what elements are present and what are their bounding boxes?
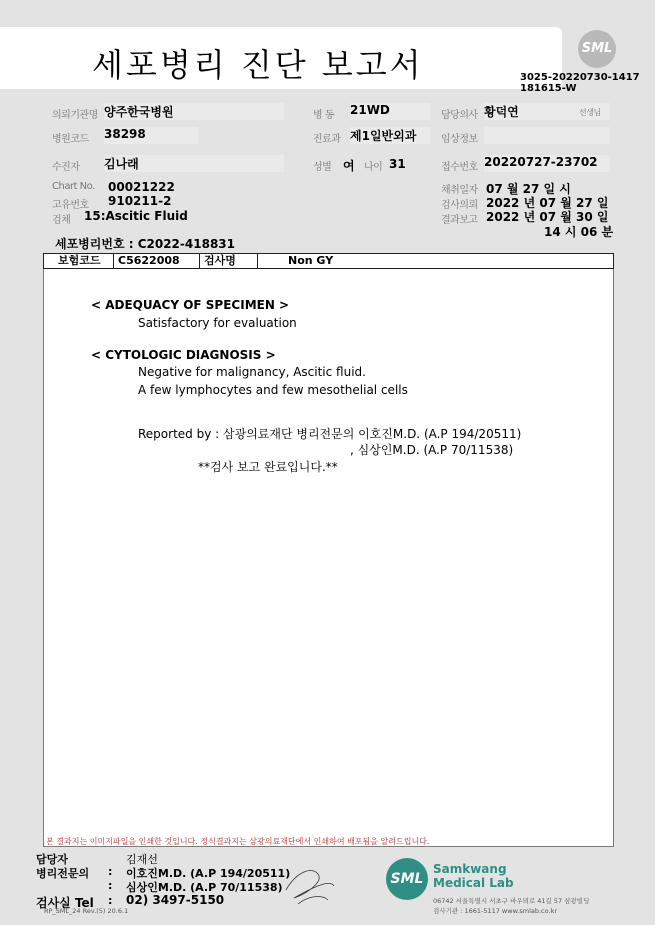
age-value: 31 <box>389 157 406 171</box>
manager-value: 김재선 <box>126 853 158 866</box>
colon-2: : <box>108 879 113 892</box>
recipient-value: 김나래 <box>104 155 284 172</box>
institution-label: 의뢰기관명 <box>52 110 98 121</box>
form-code: RP_SML_24 Rev.(5) 20.6.1 <box>44 907 129 915</box>
pathologist-label: 병리전문의 <box>36 867 90 880</box>
clinical-value <box>484 127 610 144</box>
tel-label: 검사실 Tel <box>36 896 94 910</box>
result-value: 2022 년 07 월 30 일 <box>486 210 609 224</box>
signature-icon <box>278 860 338 910</box>
pathologist-1: 이호진M.D. (A.P 194/20511) <box>126 867 291 880</box>
chart-value: 00021222 <box>108 180 175 194</box>
reported-by-line-1: Reported by : 삼광의료재단 병리전문의 이호진M.D. (A.P 194/20511) <box>138 427 522 441</box>
test-name-label: 검사명 <box>200 254 258 268</box>
age-label: 나이 <box>364 162 383 173</box>
institution-value: 양주한국병원 <box>104 103 284 120</box>
adequacy-text: Satisfactory for evaluation <box>138 316 297 330</box>
dept-value: 제1일반외과 <box>350 127 430 144</box>
test-name-value: Non GY <box>288 254 334 267</box>
result-label: 결과보고 <box>441 215 478 226</box>
colon-1: : <box>108 865 113 878</box>
sml-lab-logo-icon: SML <box>386 858 428 900</box>
colon-3: : <box>108 894 113 907</box>
doctor-label: 담당의사 <box>441 110 478 121</box>
sex-label: 성별 <box>313 162 332 173</box>
result-time: 14 시 06 분 <box>544 225 614 239</box>
report-frame <box>43 253 614 847</box>
adequacy-heading: < ADEQUACY OF SPECIMEN > <box>91 298 290 312</box>
tel-value: 02) 3497-5150 <box>126 893 225 907</box>
hospital-code-value: 38298 <box>104 127 198 144</box>
receipt-label: 접수번호 <box>441 162 478 173</box>
insurance-code-label: 보험코드 <box>44 254 114 268</box>
manager-label: 담당자 <box>36 853 68 866</box>
id-label: 고유번호 <box>52 200 89 211</box>
lab-name-line-2: Medical Lab <box>433 876 514 890</box>
collect-label: 채취일자 <box>441 185 478 196</box>
sml-logo-icon: SML <box>578 30 616 68</box>
doctor-value: 황덕연 <box>484 103 610 120</box>
id-value: 910211-2 <box>108 194 172 208</box>
lab-name-line-1: Samkwang <box>433 862 507 876</box>
ref-number-2: 181615-W <box>520 83 577 94</box>
doctor-suffix: 선생님 <box>579 108 601 117</box>
notice-text: 본 결과지는 이미지파일을 인쇄한 것입니다. 정식결과지는 삼광의료재단에서 인쇄하여 배포됨을 알려드립니다. <box>46 837 430 846</box>
specimen-label: 검체 <box>52 215 71 226</box>
receipt-value: 20220727-23702 <box>484 155 610 172</box>
dept-label: 진료과 <box>313 134 341 145</box>
lab-contact: 검사기관 : 1661-5117 www.smlab.co.kr <box>433 907 557 915</box>
diagnosis-line-1: Negative for malignancy, Ascitic fluid. <box>138 365 366 379</box>
ref-number-1: 3025-20220730-1417 <box>520 72 640 83</box>
lab-address: 06742 서울특별시 서초구 바우뫼로 41길 57 삼광빌딩 <box>433 897 590 905</box>
specimen-value: 15:Ascitic Fluid <box>84 209 188 223</box>
request-label: 검사의뢰 <box>441 200 478 211</box>
report-complete-text: **검사 보고 완료입니다.** <box>198 460 338 474</box>
diagnosis-heading: < CYTOLOGIC DIAGNOSIS > <box>91 348 276 362</box>
hospital-code-label: 병원코드 <box>52 134 89 145</box>
sex-value: 여 <box>343 159 355 173</box>
ward-value: 21WD <box>350 103 430 120</box>
recipient-label: 수진자 <box>52 162 80 173</box>
pathologist-2: 심상인M.D. (A.P 70/11538) <box>126 881 283 894</box>
insurance-code-value: C5622008 <box>114 254 200 268</box>
page-title: 세포병리 진단 보고서 <box>92 46 424 84</box>
clinical-label: 임상정보 <box>441 134 478 145</box>
request-value: 2022 년 07 월 27 일 <box>486 196 609 210</box>
code-row <box>43 253 614 269</box>
chart-label: Chart No. <box>52 181 95 192</box>
reported-by-line-2: , 심상인M.D. (A.P 70/11538) <box>350 443 514 457</box>
lab-name <box>433 862 514 890</box>
pathology-number: 세포병리번호 : C2022-418831 <box>55 237 235 251</box>
collect-value: 07 월 27 일 시 <box>486 182 571 196</box>
ward-label: 병 동 <box>313 110 334 121</box>
diagnosis-line-2: A few lymphocytes and few mesothelial cells <box>138 383 408 397</box>
